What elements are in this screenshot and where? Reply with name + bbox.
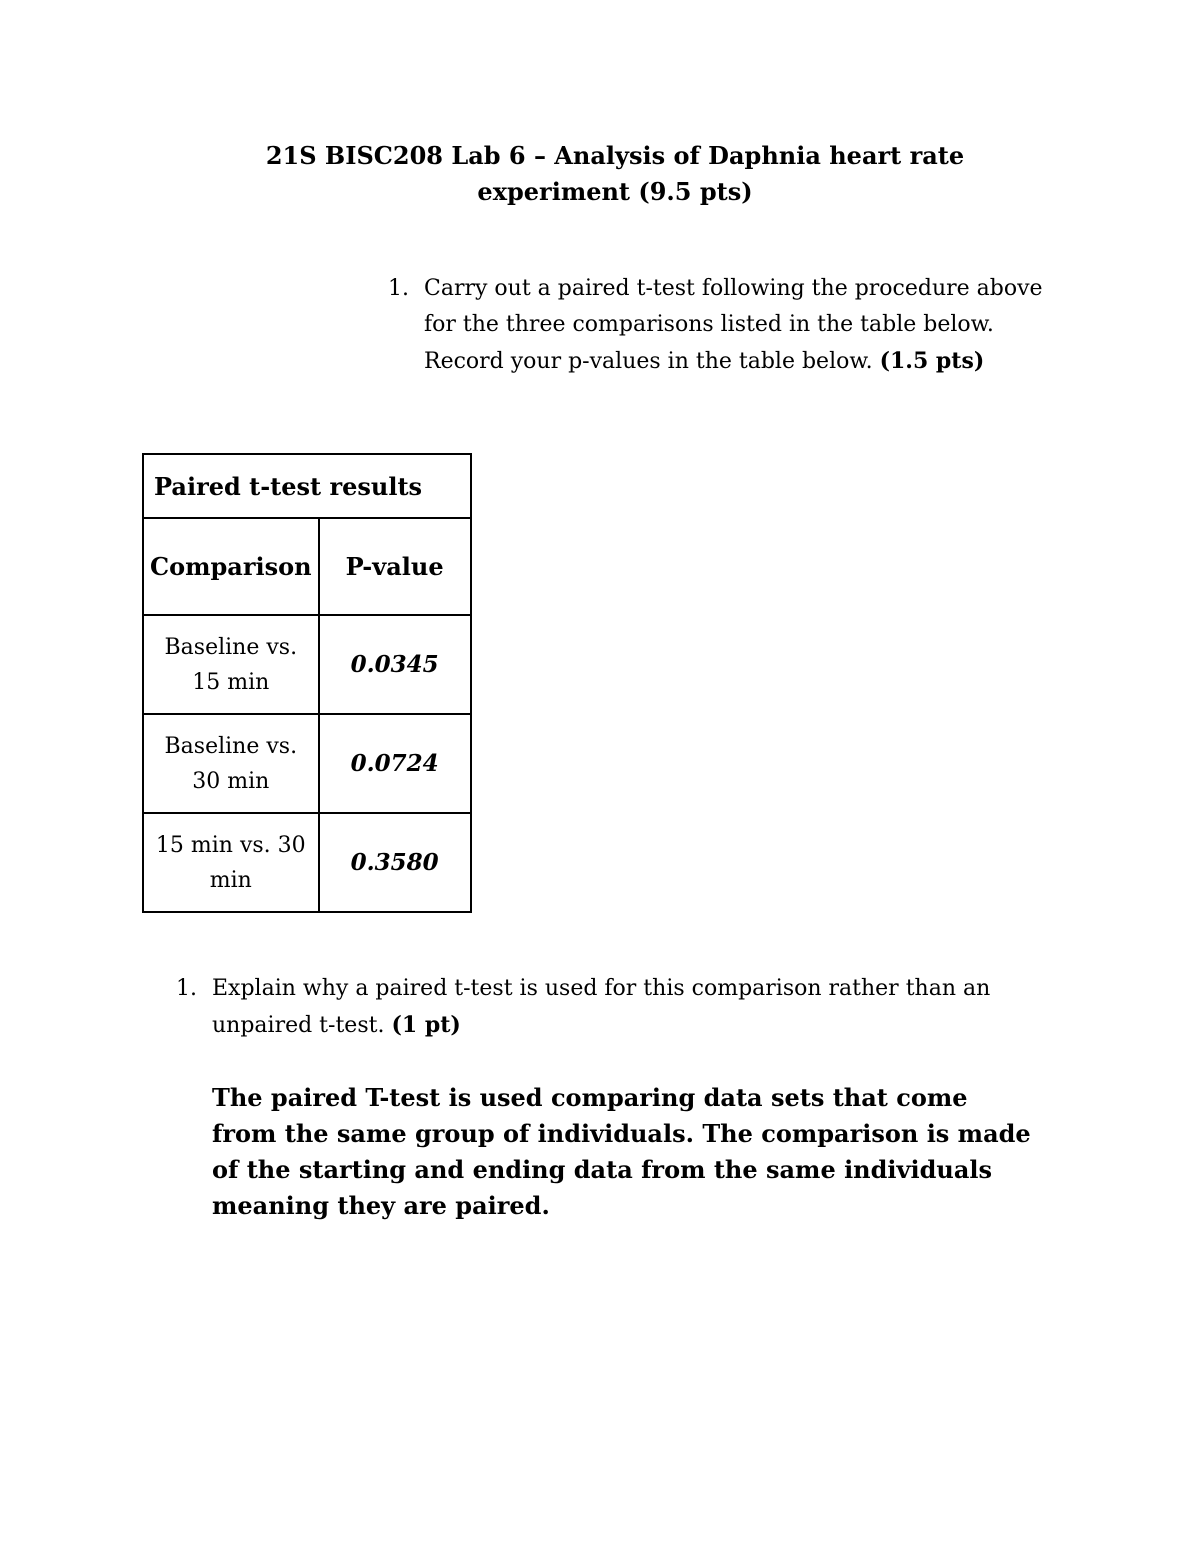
question-1-number: 1. [388,276,409,301]
header-comparison: Comparison [143,518,319,615]
comparison-cell: Baseline vs. 30 min [143,714,319,813]
header-pvalue: P-value [319,518,471,615]
comparison-cell: Baseline vs. 15 min [143,615,319,714]
question-2 [176,971,1076,1044]
question-2-text: Explain why a paired t-test is used for this comparison rather than an unpaired t-test. [212,976,991,1038]
question-1-points: (1.5 pts) [879,348,985,374]
pvalue-cell: 0.0345 [319,615,471,714]
table-row [143,615,471,714]
document-title [160,138,1070,210]
answer-text: The paired T-test is used comparing data sets that come from the same group of individuals. The comparison is made of the starting and ending data from the same individuals meaning they are paired. [212,1083,1031,1220]
question-1-text: Carry out a paired t-test following the procedure above for the three comparisons listed in the table below. Record your p-values in the table below. [424,276,1043,374]
table-row [143,813,471,912]
table-caption: Paired t-test results [143,454,471,518]
question-2-points: (1 pt) [391,1012,461,1038]
title-line-1: 21S BISC208 Lab 6 – Analysis of Daphnia heart rate [265,141,965,170]
question-1 [388,271,1068,380]
results-table [142,453,472,913]
question-2-number: 1. [176,976,197,1001]
pvalue-cell: 0.0724 [319,714,471,813]
comparison-cell: 15 min vs. 30 min [143,813,319,912]
table-row [143,714,471,813]
pvalue-cell: 0.3580 [319,813,471,912]
title-line-2: experiment (9.5 pts) [477,177,753,206]
